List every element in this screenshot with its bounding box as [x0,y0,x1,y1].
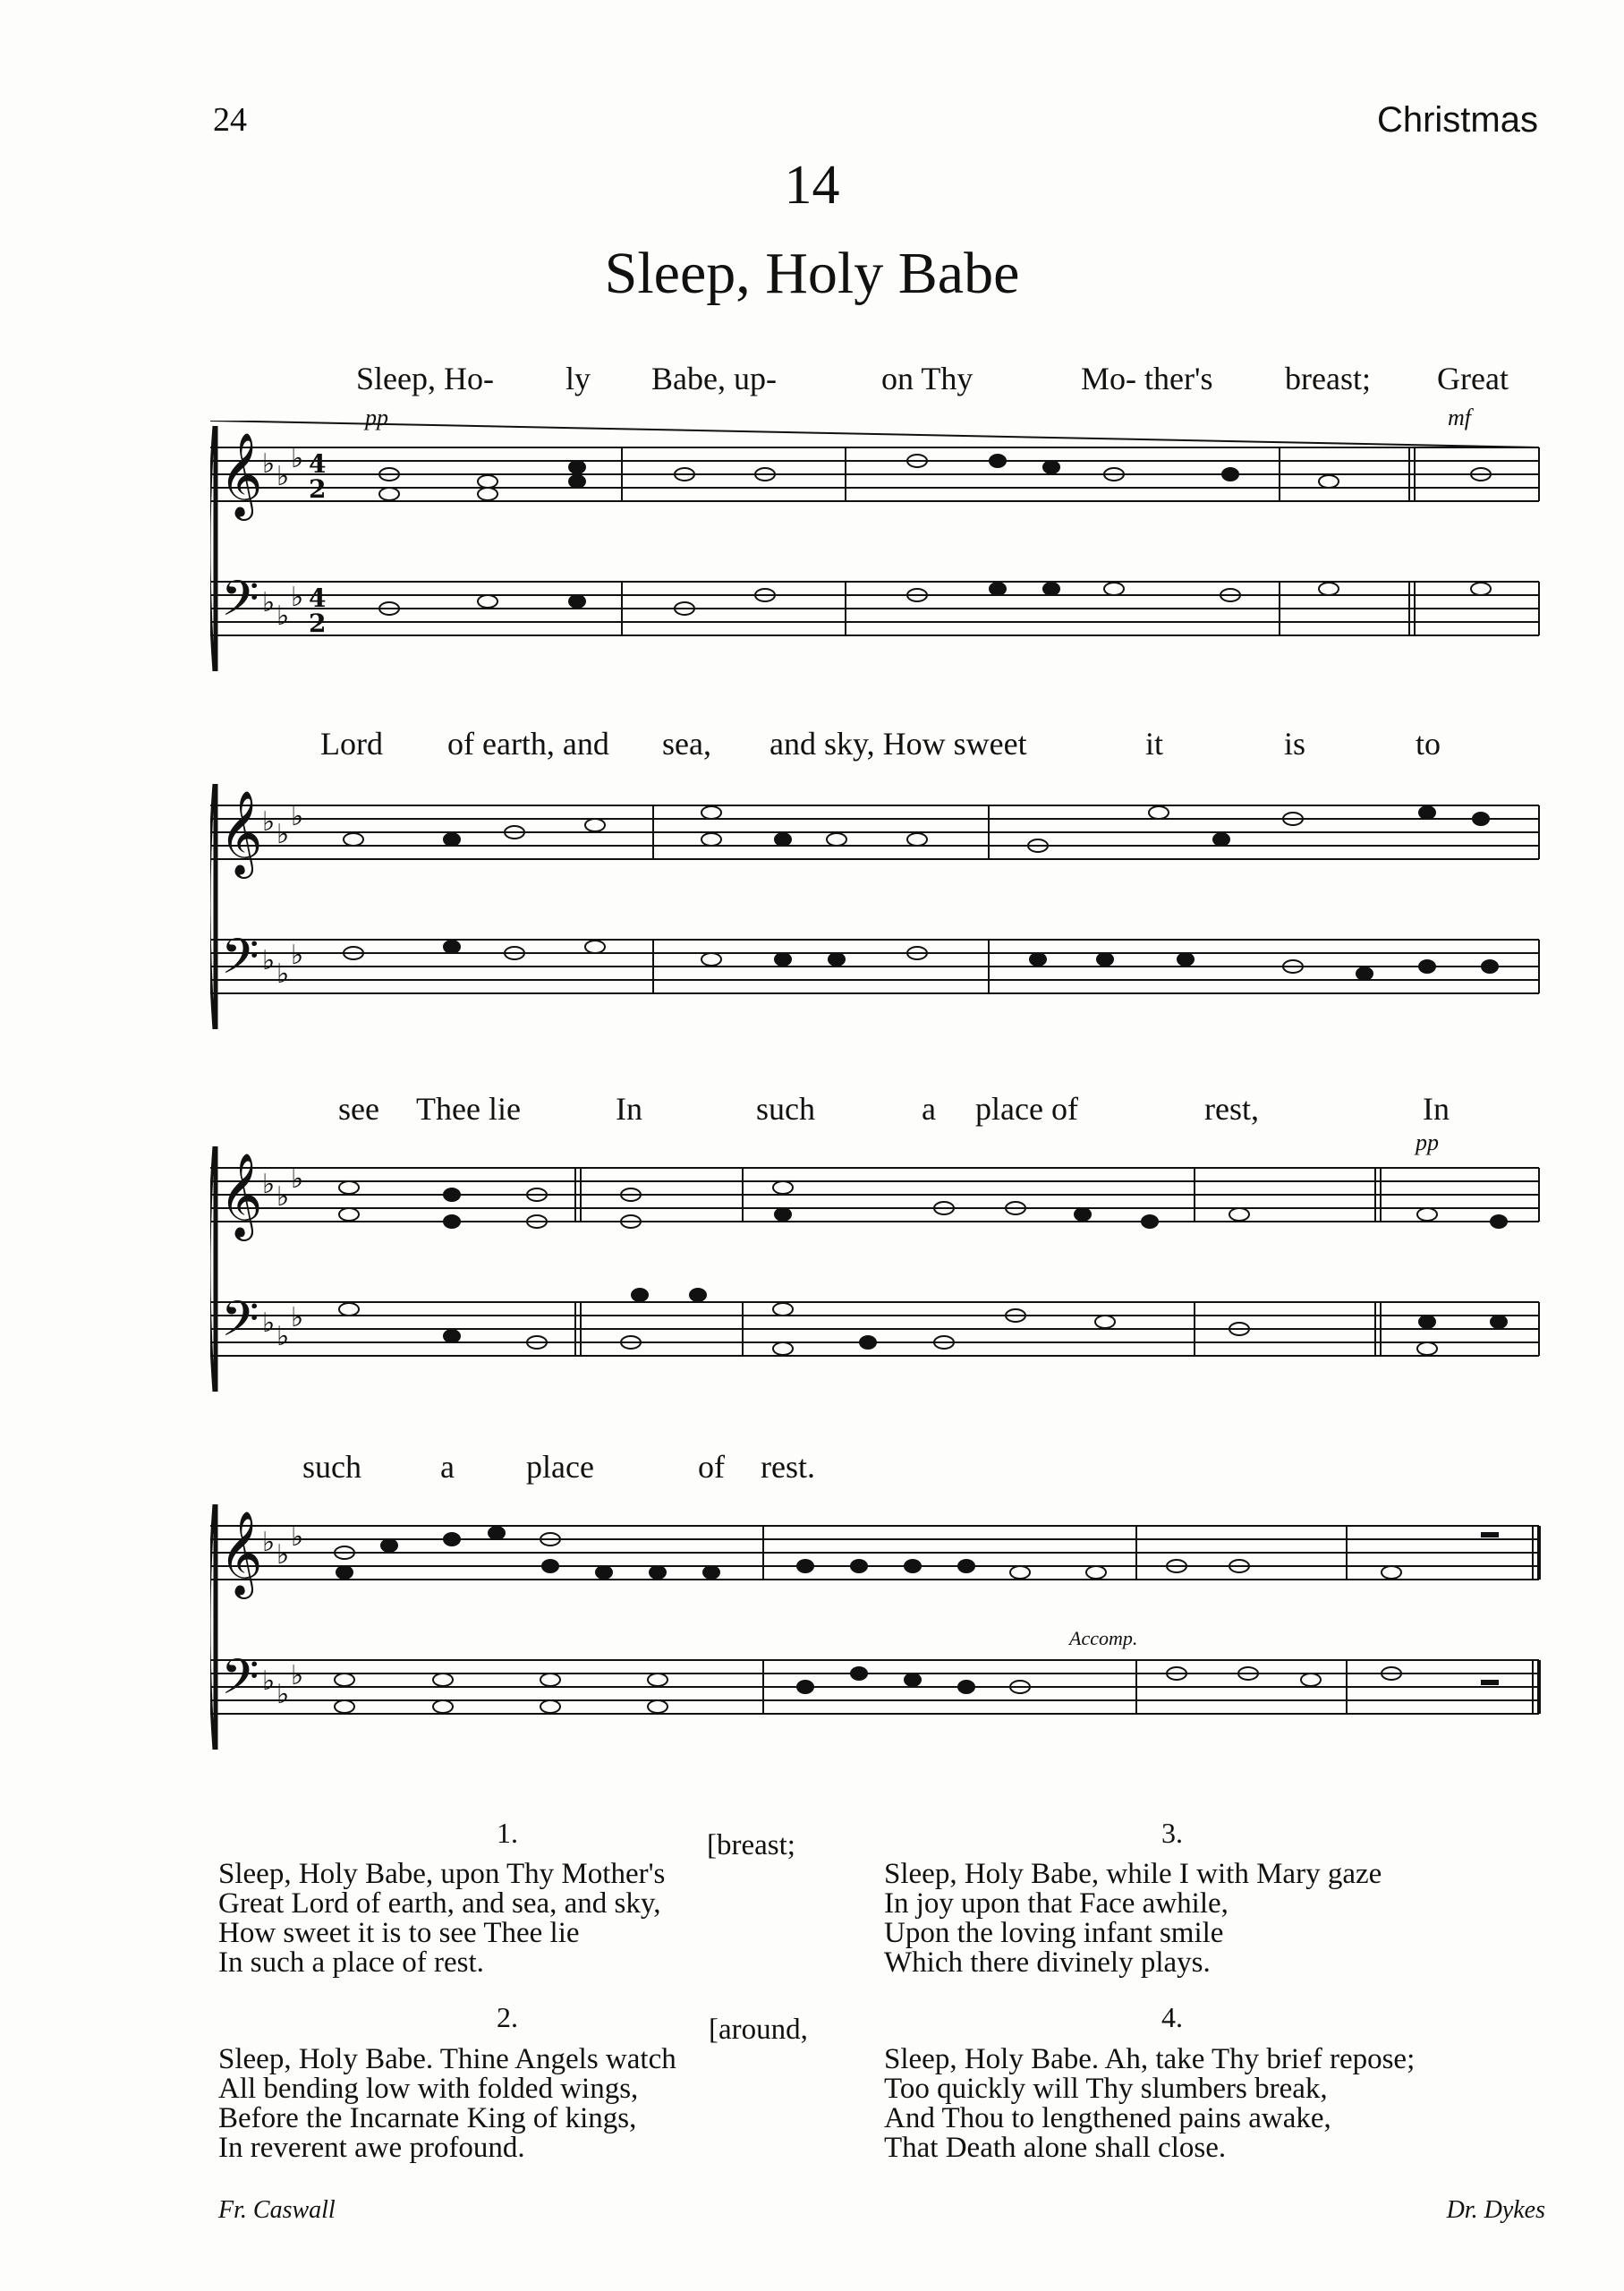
verse-overflow-word: [breast; [707,1829,795,1861]
verse-line: Which there divinely plays. [884,1946,1211,1979]
svg-text:♭: ♭ [291,801,304,832]
svg-text:♭: ♭ [262,1527,276,1558]
verse-line: Great Lord of earth, and sea, and sky, [218,1887,661,1920]
svg-text:♭: ♭ [276,958,290,990]
lyric-syllable: breast; [1285,361,1371,396]
svg-text:♭: ♭ [276,600,290,632]
svg-text:♭: ♭ [276,1321,290,1352]
lyric-syllable: it [1145,726,1164,762]
verse-line: Before the Incarnate King of kings, [218,2102,637,2134]
lyric-syllable: of earth, and [447,726,609,762]
verse-line: In reverent awe profound. [218,2132,525,2164]
lyric-syllable: In [616,1091,642,1127]
lyric-syllable: ly [565,361,591,396]
svg-text:♭: ♭ [276,1539,290,1571]
verse-number: 1. [497,1817,518,1849]
lyric-syllable: a [922,1091,936,1127]
svg-text:2: 2 [309,474,327,504]
verse-number: 3. [1161,1817,1183,1849]
svg-text:𝄞: 𝄞 [219,1511,263,1596]
lyric-syllable: Mo- ther's [1081,361,1213,396]
verse-line: All bending low with folded wings, [218,2073,639,2105]
verse-overflow-word: [around, [709,2014,808,2046]
verse-line: Sleep, Holy Babe. Ah, take Thy brief repose; [884,2043,1416,2075]
lyric-syllable: Great [1437,361,1509,396]
composer-credit: Dr. Dykes [1446,2196,1545,2224]
verse-line: That Death alone shall close. [884,2132,1227,2164]
lyric-syllable: place [526,1449,594,1485]
lyric-syllable: and sky, How sweet [769,726,1027,762]
author-credit: Fr. Caswall [218,2196,336,2224]
svg-text:♭: ♭ [262,1169,276,1200]
lyric-syllable: sea, [662,726,711,762]
lyric-syllable: on Thy [881,361,974,396]
verse-number: 2. [497,2001,518,2033]
verse-line: In such a place of rest. [218,1946,484,1979]
svg-text:♭: ♭ [291,1302,304,1333]
svg-text:♭: ♭ [276,819,290,850]
svg-text:𝄢: 𝄢 [221,928,259,997]
lyric-syllable: Babe, up- [651,361,777,396]
svg-text:𝄞: 𝄞 [219,790,263,875]
lyric-syllable: Thee lie [416,1091,521,1127]
lyric-syllable: rest. [761,1449,815,1485]
svg-text:♭: ♭ [276,1679,290,1710]
lyric-syllable: a [440,1449,455,1485]
svg-text:𝄢: 𝄢 [221,1290,259,1359]
lyric-syllable: of [698,1449,725,1485]
verse-line: In joy upon that Face awhile, [884,1887,1229,1920]
lyric-syllable: rest, [1204,1091,1259,1127]
svg-text:♭: ♭ [262,1665,276,1697]
svg-text:𝄢: 𝄢 [221,570,259,639]
svg-text:4: 4 [309,449,327,479]
dynamic-marking: pp [365,405,388,430]
lyric-syllable: such [302,1449,361,1485]
svg-text:𝄢: 𝄢 [221,1648,259,1717]
svg-text:♭: ♭ [291,1163,304,1195]
lyric-syllable: see [338,1091,379,1127]
svg-text:♭: ♭ [291,1521,304,1553]
svg-text:𝄞: 𝄞 [219,1153,263,1238]
hymn-title: Sleep, Holy Babe [604,241,1020,306]
svg-text:♭: ♭ [262,1307,276,1339]
accompaniment-label: Accomp. [1069,1627,1138,1649]
verse-line: Too quickly will Thy slumbers break, [884,2073,1328,2105]
hymn-number: 14 [784,155,840,216]
lyric-syllable: Sleep, Ho- [356,361,494,396]
verse-line: Sleep, Holy Babe, while I with Mary gaze [884,1858,1382,1890]
verse-number: 4. [1161,2001,1183,2033]
verse-line: Sleep, Holy Babe. Thine Angels watch [218,2043,676,2075]
music-system-2 [210,779,1552,1038]
svg-text:♭: ♭ [276,461,290,492]
verse-line: How sweet it is to see Thee lie [218,1917,580,1949]
svg-text:𝄞: 𝄞 [219,432,263,517]
verse-line: Sleep, Holy Babe, upon Thy Mother's [218,1858,666,1890]
svg-text:♭: ♭ [262,448,276,480]
section-title: Christmas [1376,100,1538,140]
svg-text:4: 4 [309,583,327,613]
lyric-syllable: is [1284,726,1306,762]
lyric-syllable: to [1416,726,1441,762]
svg-text:♭: ♭ [291,1660,304,1691]
verse-line: Upon the loving infant smile [884,1917,1224,1949]
verse-line: And Thou to lengthened pains awake, [884,2102,1331,2134]
svg-text:♭: ♭ [262,806,276,838]
svg-text:♭: ♭ [291,582,304,613]
dynamic-marking: mf [1448,405,1471,430]
svg-text:♭: ♭ [262,945,276,976]
music-system-3 [210,1141,1552,1401]
svg-text:♭: ♭ [262,587,276,618]
lyric-syllable: place of [975,1091,1078,1127]
lyric-syllable: Lord [320,726,383,762]
svg-text:♭: ♭ [291,443,304,474]
lyric-syllable: In [1423,1091,1450,1127]
music-system-4 [210,1499,1552,1767]
lyric-syllable: such [756,1091,815,1127]
dynamic-marking: pp [1416,1129,1439,1155]
svg-text:2: 2 [309,609,327,638]
music-system-1 [210,421,1552,680]
page-number: 24 [213,101,247,139]
svg-text:♭: ♭ [276,1181,290,1213]
svg-text:♭: ♭ [291,940,304,971]
